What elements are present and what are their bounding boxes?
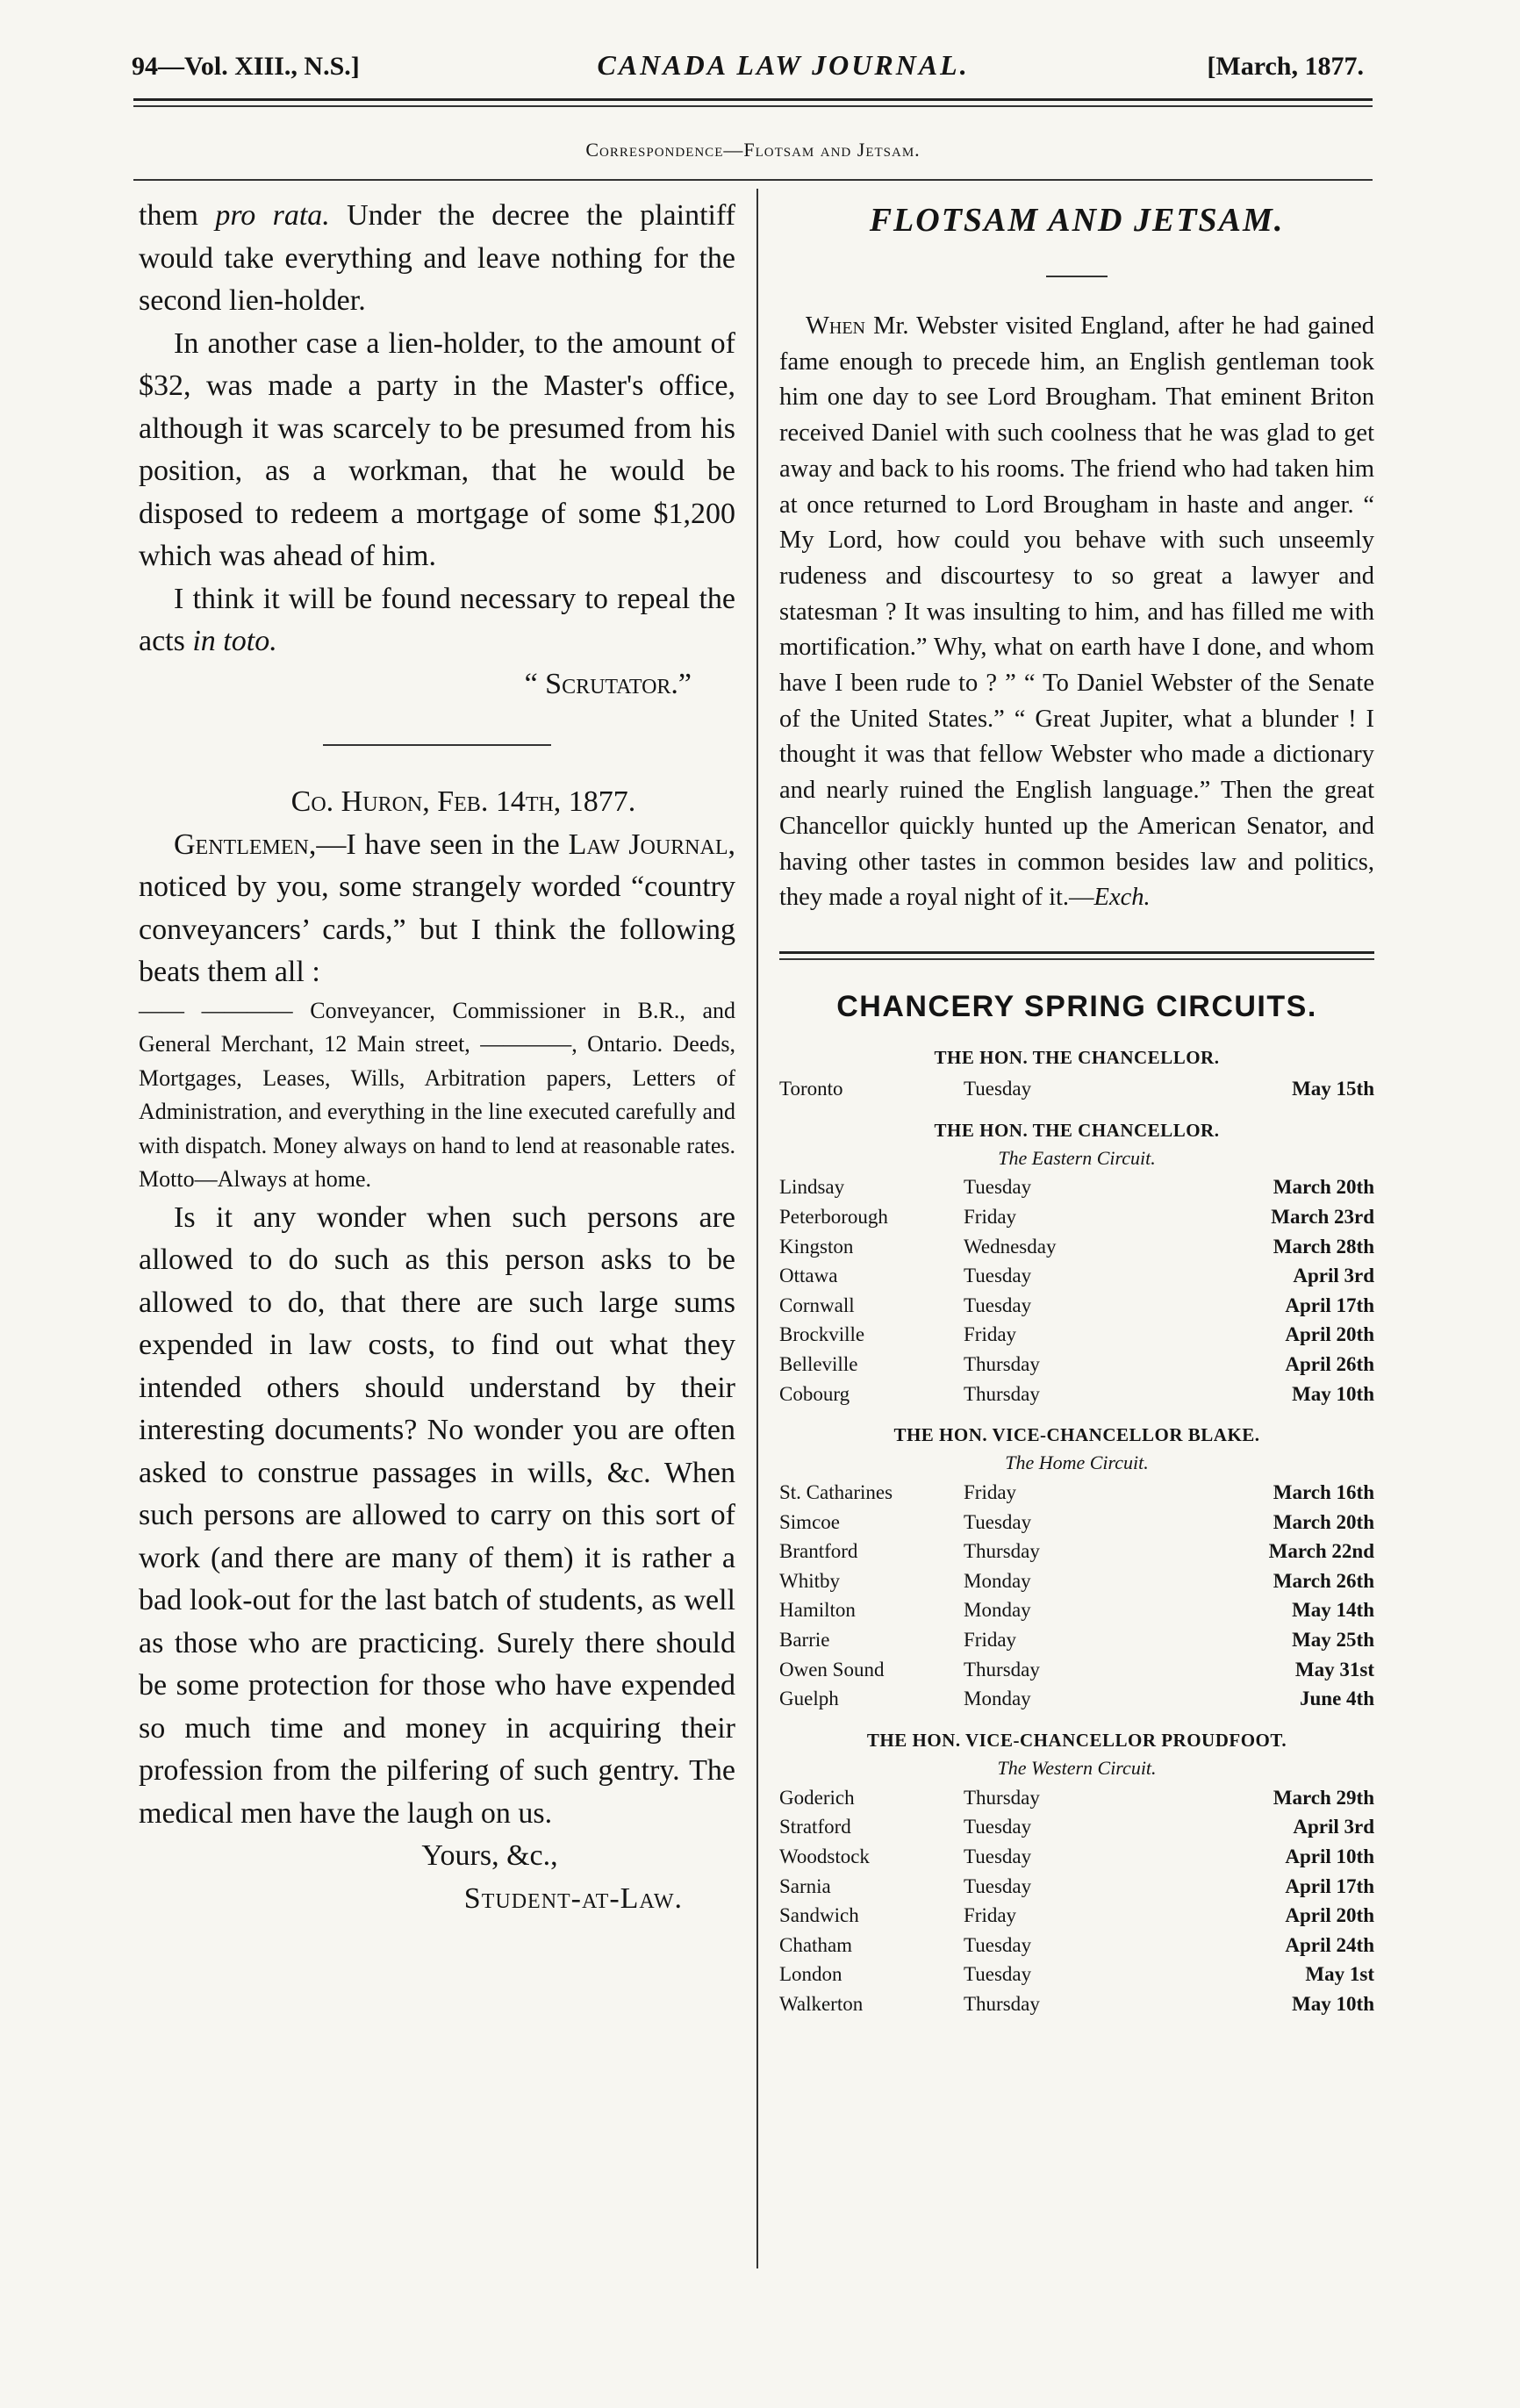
sitting-day: Friday xyxy=(964,1629,1017,1652)
sitting-day: Tuesday xyxy=(964,1176,1032,1199)
judge-heading: THE HON. THE CHANCELLOR. xyxy=(934,1046,1220,1068)
table-row xyxy=(779,1261,1374,1291)
paragraph-continued: them pro rata. Under the decree the plaintiff would take everything and leave nothing for the second lien-holder. xyxy=(139,199,735,317)
table-row xyxy=(779,1173,1374,1203)
judge-heading: THE HON. THE CHANCELLOR. xyxy=(934,1119,1220,1141)
sitting-day: Thursday xyxy=(964,1352,1040,1375)
sitting-place: Belleville xyxy=(779,1352,858,1375)
table-row xyxy=(779,1537,1374,1566)
sitting-place: Chatham xyxy=(779,1933,853,1956)
sitting-place: London xyxy=(779,1963,842,1986)
flotsam-anecdote: When Mr. Webster visited England, after he had gained fame enough to precede him, an English gentleman took him one day to see Lord Brougham. That eminent Briton received Daniel with such coolness that he was glad to get away and back to his rooms. The friend who had taken him at once returned to Lord Brougham in haste and anger. “ My Lord, how could you behave with such unseemly rudeness and discourtesy to so great a lawyer and statesman ? It was insulting to him, and has filled me with mortification.” Why, what on earth have I done, and whom have I been rude to ? ” “ To Daniel Webster of the Senate of the United States.” “ Great Jupiter, what a blunder ! I thought it was that fellow Webster who made a dictionary and nearly ruined the English language.” Then the great Chancellor quickly hunted up the American Senator, and having other tastes in common besides law and politics, they made a royal night of it.—Exch. xyxy=(779,312,1374,912)
sitting-day: Thursday xyxy=(964,1786,1040,1809)
table-row xyxy=(779,1596,1374,1626)
sitting-date: March 20th xyxy=(1273,1510,1374,1533)
sitting-date: March 28th xyxy=(1273,1235,1374,1258)
signature-student: Student-at-Law. xyxy=(463,1881,683,1915)
table-row xyxy=(779,1321,1374,1351)
paragraph-gentlemen: Gentlemen,—I have seen in the Law Journal, noticed by you, some strangely worded “country conveyancers’ cards,” but I think the following beats them all : xyxy=(139,828,735,988)
sitting-day: Tuesday xyxy=(964,1265,1032,1287)
sitting-date: April 20th xyxy=(1285,1323,1374,1346)
chancery-title: CHANCERY SPRING CIRCUITS. xyxy=(836,989,1317,1023)
column-divider xyxy=(756,189,758,2268)
sitting-place: Brantford xyxy=(779,1540,858,1563)
sitting-day: Tuesday xyxy=(964,1294,1032,1316)
sitting-date: May 31st xyxy=(1294,1658,1374,1681)
sitting-place: Guelph xyxy=(779,1688,839,1710)
sitting-date: April 17th xyxy=(1285,1874,1374,1897)
sitting-place: Simcoe xyxy=(779,1510,840,1533)
sittings-table xyxy=(779,1783,1374,2019)
table-row xyxy=(779,1901,1374,1931)
issue-date: [March, 1877. xyxy=(1207,52,1364,81)
table-row xyxy=(779,1232,1374,1262)
running-header xyxy=(132,49,1364,91)
table-row xyxy=(779,1684,1374,1714)
paragraph-wonder: Is it any wonder when such persons are allowed to do such as this person asks to be allowed to do, that there are such large sums expended in law costs, to find out what they intended others should understand by their interesting documents? No wonder you are often asked to construe passages in wills, &c. When such persons are allowed to carry on this sort of work (and there are many of them) it is rather a bad look-out for the last batch of students, as well as those who are practicing. Surely there should be some protection for those who have expended so much time and money in acquiring their profession from the pilfering of such gentry. The medical men have the laugh on us. xyxy=(139,1200,735,1830)
sitting-day: Thursday xyxy=(964,1993,1040,2015)
table-row xyxy=(779,1989,1374,2019)
sitting-date: May 1st xyxy=(1305,1963,1374,1986)
sitting-day: Tuesday xyxy=(964,1816,1032,1838)
section-rule xyxy=(133,179,1373,181)
table-row xyxy=(779,1813,1374,1843)
sitting-date: March 29th xyxy=(1273,1786,1374,1809)
sitting-date: March 26th xyxy=(1273,1569,1374,1592)
table-row xyxy=(779,1566,1374,1596)
sitting-date: May 15th xyxy=(1292,1077,1374,1100)
sittings-table xyxy=(779,1074,1374,1104)
chancery-rule-top xyxy=(779,951,1374,954)
sitting-place: Whitby xyxy=(779,1569,840,1592)
flotsam-title: FLOTSAM AND JETSAM. xyxy=(869,202,1285,239)
sitting-date: May 14th xyxy=(1292,1599,1374,1622)
page-volume: 94—Vol. XIII., N.S.] xyxy=(132,52,360,81)
table-row xyxy=(779,1625,1374,1655)
sitting-day: Wednesday xyxy=(964,1235,1057,1258)
sitting-place: Barrie xyxy=(779,1629,830,1652)
sitting-date: May 10th xyxy=(1292,1993,1374,2015)
sitting-date: May 25th xyxy=(1292,1629,1374,1652)
table-row xyxy=(779,1291,1374,1321)
judge-heading: THE HON. VICE-CHANCELLOR BLAKE. xyxy=(893,1424,1260,1446)
closing: Yours, &c., xyxy=(421,1839,558,1872)
sitting-place: Brockville xyxy=(779,1323,865,1346)
sitting-date: March 16th xyxy=(1273,1481,1374,1504)
sitting-day: Tuesday xyxy=(964,1845,1032,1868)
sitting-day: Thursday xyxy=(964,1540,1040,1563)
table-row xyxy=(779,1960,1374,1990)
paragraph-repeal: I think it will be found necessary to repeal the acts in toto. xyxy=(139,582,735,657)
sitting-date: March 23rd xyxy=(1271,1205,1374,1228)
sittings-table xyxy=(779,1173,1374,1409)
sitting-place: Lindsay xyxy=(779,1176,845,1199)
sitting-place: Sandwich xyxy=(779,1904,859,1927)
sitting-day: Monday xyxy=(964,1569,1031,1592)
sitting-date: April 17th xyxy=(1285,1294,1374,1316)
sitting-date: June 4th xyxy=(1300,1688,1374,1710)
sitting-day: Monday xyxy=(964,1688,1031,1710)
sitting-date: April 10th xyxy=(1285,1845,1374,1868)
sitting-day: Tuesday xyxy=(964,1077,1032,1100)
table-row xyxy=(779,1202,1374,1232)
sitting-day: Tuesday xyxy=(964,1874,1032,1897)
circuits-list xyxy=(779,1047,1374,2019)
sitting-place: Goderich xyxy=(779,1786,855,1809)
sitting-day: Friday xyxy=(964,1904,1017,1927)
signature-scrutator: “ Scrutator.” xyxy=(524,667,692,700)
sitting-place: Kingston xyxy=(779,1235,854,1258)
judge-heading: THE HON. VICE-CHANCELLOR PROUDFOOT. xyxy=(866,1730,1287,1752)
sitting-date: May 10th xyxy=(1292,1382,1374,1405)
sitting-date: April 26th xyxy=(1285,1352,1374,1375)
sitting-day: Friday xyxy=(964,1323,1017,1346)
paragraph-lien-holder: In another case a lien-holder, to the amount of $32, was made a party in the Master's office, although it was scarcely to be presumed from his position, as a workman, that he would be disposed to redeem a mortgage of some $1,200 which was ahead of him. xyxy=(139,326,735,572)
sitting-place: Hamilton xyxy=(779,1599,856,1622)
header-rule-top xyxy=(133,98,1373,101)
sitting-date: March 22nd xyxy=(1268,1540,1374,1563)
sitting-date: April 3rd xyxy=(1293,1265,1374,1287)
sittings-table xyxy=(779,1478,1374,1714)
sitting-place: Cobourg xyxy=(779,1382,850,1405)
table-row xyxy=(779,1350,1374,1380)
sitting-place: Stratford xyxy=(779,1816,851,1838)
dateline: Co. Huron, Feb. 14th, 1877. xyxy=(290,785,636,818)
flotsam-column xyxy=(779,195,1374,2019)
circuit-name: The Eastern Circuit. xyxy=(998,1146,1156,1169)
sitting-day: Tuesday xyxy=(964,1933,1032,1956)
chancery-rule-bottom xyxy=(779,958,1374,960)
sitting-day: Thursday xyxy=(964,1382,1040,1405)
table-row xyxy=(779,1508,1374,1537)
sitting-date: April 24th xyxy=(1285,1933,1374,1956)
table-row xyxy=(779,1931,1374,1960)
sitting-day: Tuesday xyxy=(964,1510,1032,1533)
sitting-place: Woodstock xyxy=(779,1845,870,1868)
sitting-place: Walkerton xyxy=(779,1993,864,2015)
circuit-name: The Home Circuit. xyxy=(1005,1451,1149,1474)
table-row xyxy=(779,1783,1374,1813)
sitting-place: Cornwall xyxy=(779,1294,855,1316)
table-row xyxy=(779,1655,1374,1685)
sitting-place: Ottawa xyxy=(779,1265,838,1287)
table-row xyxy=(779,1380,1374,1409)
sitting-day: Monday xyxy=(964,1599,1031,1622)
table-row xyxy=(779,1074,1374,1104)
sitting-place: Peterborough xyxy=(779,1205,888,1228)
journal-title: CANADA LAW JOURNAL. xyxy=(597,49,970,81)
header-rule-bottom xyxy=(133,105,1373,107)
correspondence-column xyxy=(139,195,735,1920)
sitting-place: St. Catharines xyxy=(779,1481,893,1504)
sitting-place: Owen Sound xyxy=(779,1658,885,1681)
conveyancer-card: —— ———— Conveyancer, Commissioner in B.R., and General Merchant, 12 Main street, ————, Ontario. Deeds, Mortgages, Leases, Wills, Arbitration papers, Letters of Administration, and everything in the line executed carefully and with dispatch. Money always on hand to lend at reasonable rates. Motto—Always at home. xyxy=(139,997,735,1192)
sitting-date: April 3rd xyxy=(1293,1816,1374,1838)
sitting-day: Friday xyxy=(964,1205,1017,1228)
sitting-date: April 20th xyxy=(1285,1904,1374,1927)
sitting-day: Friday xyxy=(964,1481,1017,1504)
circuit-name: The Western Circuit. xyxy=(997,1757,1157,1780)
sitting-place: Sarnia xyxy=(779,1874,831,1897)
table-row xyxy=(779,1872,1374,1902)
sitting-day: Tuesday xyxy=(964,1963,1032,1986)
sitting-place: Toronto xyxy=(779,1077,843,1100)
table-row xyxy=(779,1842,1374,1872)
section-heading: Correspondence—Flotsam and Jetsam. xyxy=(585,139,921,161)
separator-rule xyxy=(323,744,551,746)
sitting-date: March 20th xyxy=(1273,1176,1374,1199)
flotsam-rule xyxy=(1046,276,1108,277)
table-row xyxy=(779,1478,1374,1508)
sitting-day: Thursday xyxy=(964,1658,1040,1681)
